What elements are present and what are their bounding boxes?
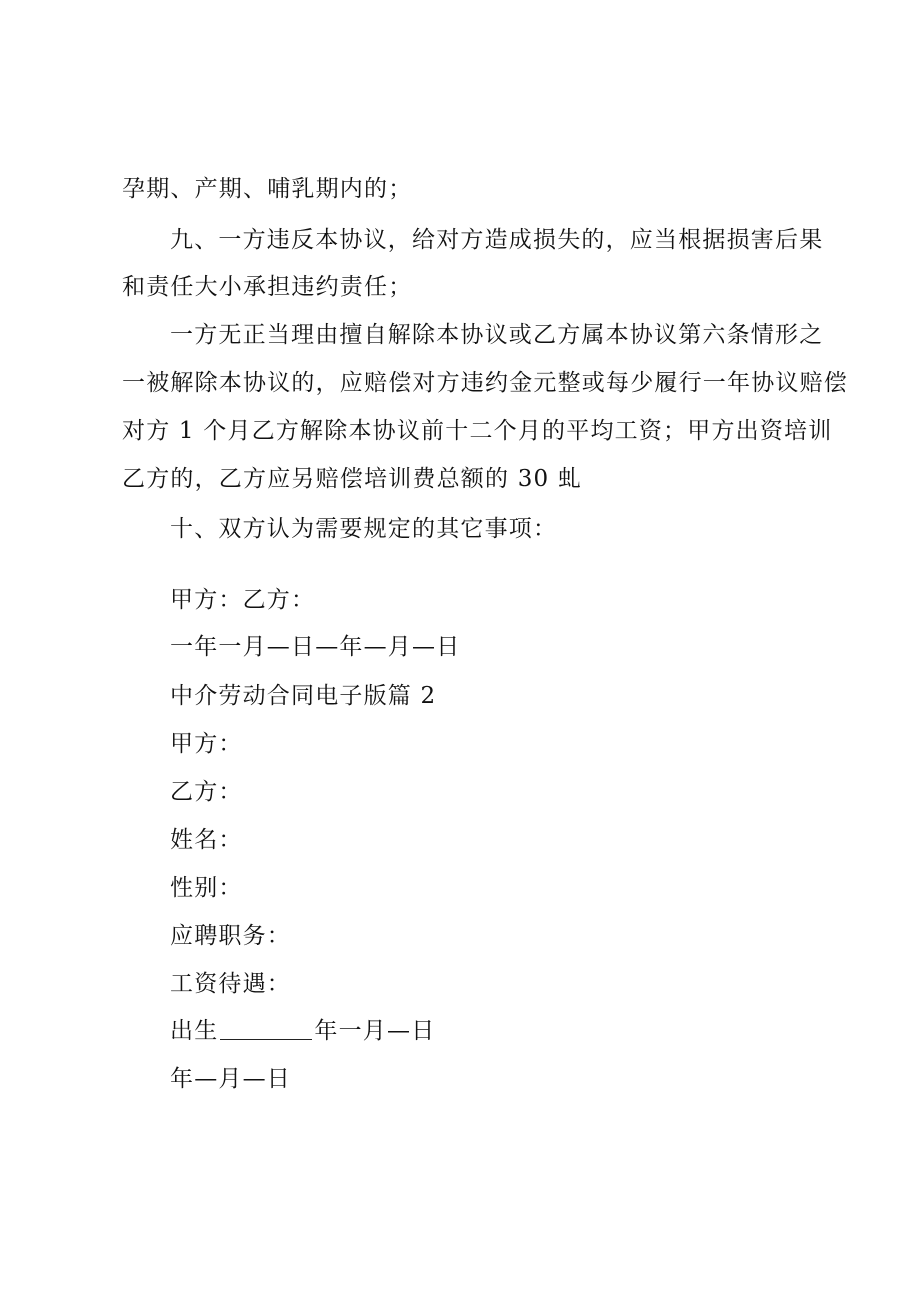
clause-nine-line-2: 和责任大小承担违约责任； <box>122 274 413 300</box>
date-line: 年—月—日 <box>170 1066 291 1092</box>
birth-year-blank <box>220 1017 312 1040</box>
signature-parties: 甲方：乙方： <box>170 587 316 613</box>
party-b-label: 乙方： <box>170 779 243 805</box>
party-a-label: 甲方： <box>170 731 243 757</box>
birth-suffix: 年一月—日 <box>314 1018 436 1044</box>
clause-ten-heading: 十、双方认为需要规定的其它事项： <box>170 516 558 542</box>
clause-nine-line-1: 九、一方违反本协议，给对方造成损失的，应当根据损害后果 <box>170 227 824 253</box>
position-label: 应聘职务： <box>170 923 291 949</box>
signature-dates: 一年一月—日—年—月—日 <box>170 634 461 660</box>
gender-label: 性别： <box>170 875 243 901</box>
name-label: 姓名： <box>170 827 243 853</box>
paragraph-line: 一被解除本协议的，应赔偿对方违约金元整或每少履行一年协议赔偿 <box>122 370 848 396</box>
section-title: 中介劳动合同电子版篇 2 <box>170 683 437 709</box>
paragraph-line: 一方无正当理由擅自解除本协议或乙方属本协议第六条情形之 <box>170 322 824 348</box>
birth-line <box>170 1016 435 1046</box>
paragraph-line: 乙方的，乙方应另赔偿培训费总额的 30 虬 <box>122 466 583 492</box>
birth-label: 出生 <box>170 1018 219 1044</box>
paragraph-line: 对方 1 个月乙方解除本协议前十二个月的平均工资；甲方出资培训 <box>122 418 833 444</box>
text-line: 孕期、产期、哺乳期内的； <box>122 176 413 202</box>
salary-label: 工资待遇： <box>170 971 291 997</box>
